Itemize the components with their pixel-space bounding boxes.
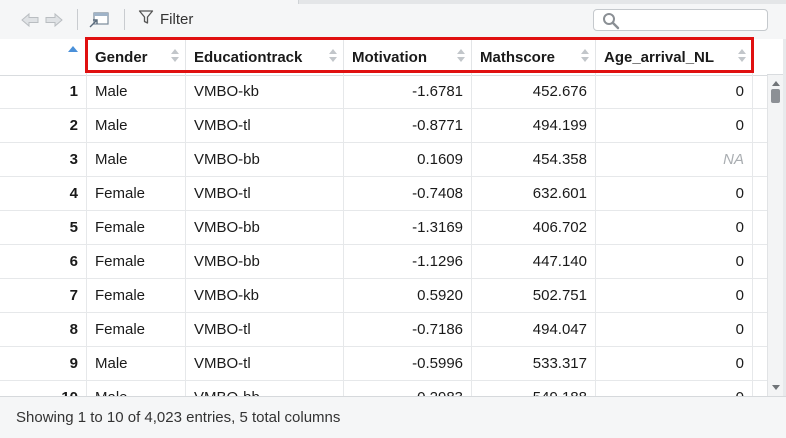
- cell-motivation: -0.8771: [344, 109, 472, 142]
- arrow-right-icon[interactable]: [44, 10, 64, 30]
- sort-arrows-icon: [738, 49, 746, 63]
- row-number: 5: [0, 211, 87, 244]
- row-number: 9: [0, 347, 87, 380]
- column-header-age-arrival-nl[interactable]: [596, 39, 753, 75]
- cell-age-arrival-nl: 0: [596, 347, 753, 380]
- search-box[interactable]: [593, 9, 768, 31]
- cell-motivation: -1.1296: [344, 245, 472, 278]
- cell-educationtrack: VMBO-tl: [186, 313, 344, 346]
- cell-educationtrack: VMBO-bb: [186, 245, 344, 278]
- column-header-educationtrack[interactable]: [186, 39, 344, 75]
- row-number: 2: [0, 109, 87, 142]
- cell-motivation: 0.5920: [344, 279, 472, 312]
- column-header-label: Mathscore: [480, 48, 556, 66]
- table-row[interactable]: [0, 313, 767, 347]
- row-number: 7: [0, 279, 87, 312]
- column-header-label: Age_arrival_NL: [604, 48, 715, 66]
- cell-gender: Male: [87, 143, 186, 176]
- cell-mathscore: 502.751: [472, 279, 596, 312]
- cell-age-arrival-nl: 0: [596, 279, 753, 312]
- cell-educationtrack: VMBO-bb: [186, 143, 344, 176]
- cell-mathscore: 494.199: [472, 109, 596, 142]
- table-row[interactable]: [0, 347, 767, 381]
- status-bar: [0, 396, 786, 438]
- header-gutter: [767, 39, 783, 75]
- table-row[interactable]: [0, 279, 767, 313]
- cell-gender: Female: [87, 177, 186, 210]
- data-grid: [0, 39, 767, 396]
- cell-mathscore: 494.047: [472, 313, 596, 346]
- cell-age-arrival-nl: 0: [596, 245, 753, 278]
- table-row[interactable]: [0, 109, 767, 143]
- cell-mathscore: 447.140: [472, 245, 596, 278]
- cell-educationtrack: VMBO-bb: [186, 211, 344, 244]
- header-row: [0, 39, 767, 76]
- cell-gender: Female: [87, 279, 186, 312]
- scrollbar-thumb[interactable]: [771, 89, 780, 103]
- funnel-icon: [138, 9, 154, 30]
- cell-age-arrival-nl: 0: [596, 109, 753, 142]
- toolbar-separator: [124, 9, 125, 30]
- cell-gender: Female: [87, 245, 186, 278]
- cell-mathscore: 452.676: [472, 75, 596, 108]
- cell-motivation: -0.5996: [344, 347, 472, 380]
- filter-label: Filter: [160, 10, 194, 28]
- column-header-motivation[interactable]: [344, 39, 472, 75]
- table-row[interactable]: [0, 211, 767, 245]
- cell-mathscore: 632.601: [472, 177, 596, 210]
- column-header-mathscore[interactable]: [472, 39, 596, 75]
- row-number: 8: [0, 313, 87, 346]
- cell-educationtrack: VMBO-tl: [186, 177, 344, 210]
- toolbar-separator: [77, 9, 78, 30]
- active-tab-edge: [0, 0, 299, 4]
- cell-age-arrival-nl: 0: [596, 177, 753, 210]
- sort-arrows-icon: [457, 49, 465, 63]
- table-row[interactable]: [0, 143, 767, 177]
- cell-mathscore: 533.317: [472, 347, 596, 380]
- table-row[interactable]: [0, 75, 767, 109]
- sort-ascending-icon: [68, 46, 78, 52]
- cell-mathscore: 454.358: [472, 143, 596, 176]
- sort-arrows-icon: [329, 49, 337, 63]
- cell-educationtrack: VMBO-tl: [186, 347, 344, 380]
- toolbar: [0, 0, 786, 40]
- cell-motivation: 0.1609: [344, 143, 472, 176]
- table-row[interactable]: [0, 177, 767, 211]
- row-number-header[interactable]: [0, 39, 87, 75]
- row-number: 4: [0, 177, 87, 210]
- table-row[interactable]: [0, 245, 767, 279]
- cell-gender: Female: [87, 211, 186, 244]
- sort-arrows-icon: [171, 49, 179, 63]
- sort-arrows-icon: [581, 49, 589, 63]
- popout-window-icon[interactable]: [88, 10, 110, 30]
- filter-button[interactable]: [138, 8, 193, 30]
- arrow-left-icon[interactable]: [20, 10, 40, 30]
- column-header-label: Motivation: [352, 48, 427, 66]
- column-header-label: Gender: [95, 48, 148, 66]
- scroll-down-icon[interactable]: [772, 385, 780, 390]
- cell-motivation: -0.7186: [344, 313, 472, 346]
- cell-educationtrack: VMBO-tl: [186, 109, 344, 142]
- cell-mathscore: 406.702: [472, 211, 596, 244]
- column-header-label: Educationtrack: [194, 48, 303, 66]
- cell-age-arrival-nl: NA: [596, 143, 753, 176]
- search-input[interactable]: [624, 11, 766, 31]
- row-number: 6: [0, 245, 87, 278]
- cell-motivation: -1.3169: [344, 211, 472, 244]
- magnifier-icon: [602, 12, 620, 30]
- cell-age-arrival-nl: 0: [596, 211, 753, 244]
- row-number: 3: [0, 143, 87, 176]
- cell-age-arrival-nl: 0: [596, 75, 753, 108]
- cell-gender: Male: [87, 109, 186, 142]
- cell-motivation: -0.7408: [344, 177, 472, 210]
- row-number: 1: [0, 75, 87, 108]
- cell-motivation: -1.6781: [344, 75, 472, 108]
- scroll-up-icon[interactable]: [772, 81, 780, 86]
- cell-gender: Male: [87, 347, 186, 380]
- cell-educationtrack: VMBO-kb: [186, 279, 344, 312]
- cell-educationtrack: VMBO-kb: [186, 75, 344, 108]
- entries-summary: Showing 1 to 10 of 4,023 entries, 5 total columns: [16, 409, 341, 426]
- column-header-gender[interactable]: [87, 39, 186, 75]
- cell-age-arrival-nl: 0: [596, 313, 753, 346]
- cell-gender: Male: [87, 75, 186, 108]
- cell-gender: Female: [87, 313, 186, 346]
- vertical-scrollbar[interactable]: [767, 75, 783, 396]
